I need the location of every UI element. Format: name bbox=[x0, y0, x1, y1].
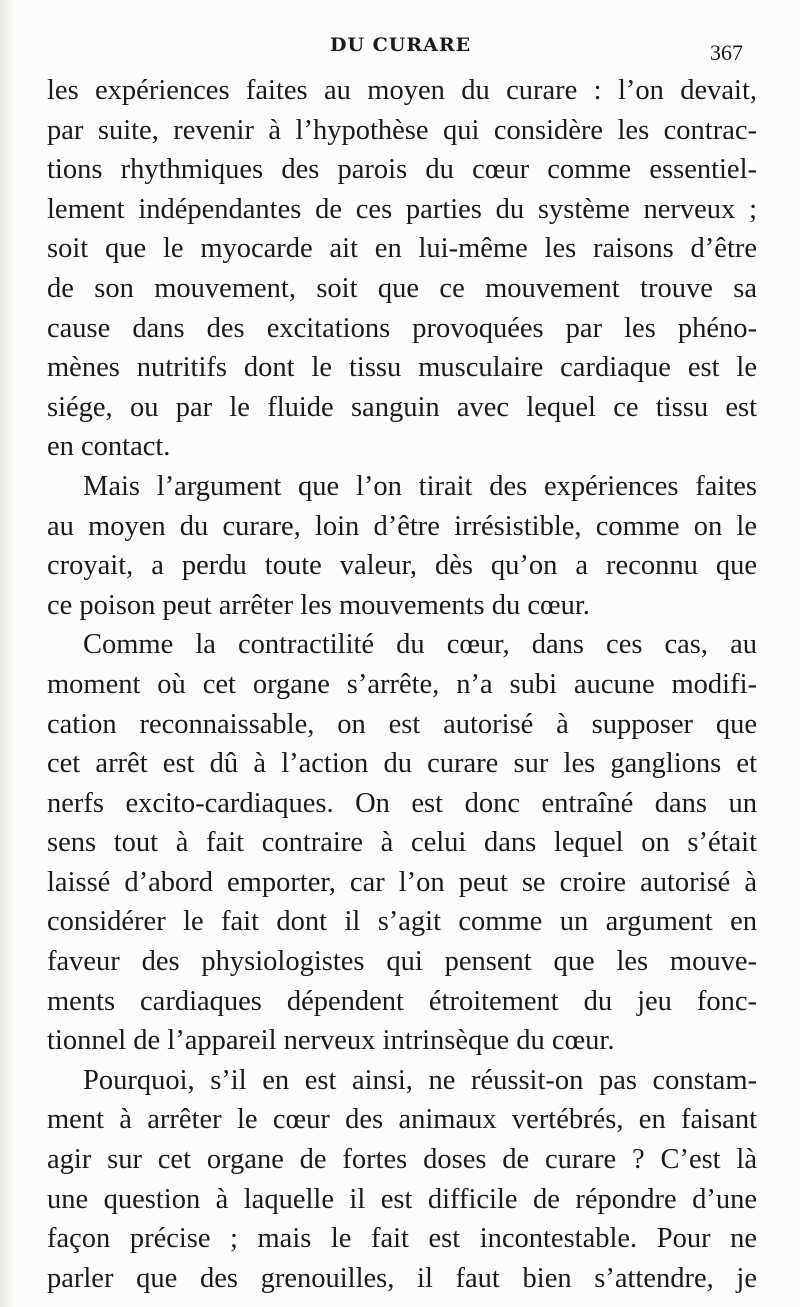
text-line: parler que des grenouilles, il faut bien s’attendre, je bbox=[47, 1262, 757, 1294]
paragraph bbox=[47, 1061, 757, 1299]
text-line: faveur des physiologistes qui pensent que les mouve- bbox=[47, 946, 757, 978]
text-line: au moyen du curare, loin d’être irrésistible, comme on le bbox=[47, 510, 757, 542]
text-line: façon précise ; mais le fait est incontestable. Pour ne bbox=[47, 1223, 757, 1255]
text-line: nerfs excito-cardiaques. On est donc entraîné dans un bbox=[47, 787, 757, 819]
text-line: siége, ou par le fluide sanguin avec lequel ce tissu est bbox=[47, 391, 757, 423]
text-line: mènes nutritifs dont le tissu musculaire cardiaque est le bbox=[47, 352, 757, 384]
text-line: tions rhythmiques des parois du cœur comme essentiel- bbox=[47, 154, 757, 186]
text-line: Pourquoi, s’il en est ainsi, ne réussit-on pas constam- bbox=[83, 1064, 757, 1096]
text-line: en contact. bbox=[47, 431, 171, 463]
text-line: les expériences faites au moyen du curare : l’on devait, bbox=[47, 75, 757, 106]
text-line: croyait, a perdu toute valeur, dès qu’on a reconnu que bbox=[47, 550, 757, 582]
text-line: considérer le fait dont il s’agit comme un argument en bbox=[47, 906, 757, 938]
text-line: Comme la contractilité du cœur, dans ces cas, au bbox=[83, 629, 757, 661]
text-line: laissé d’abord emporter, car l’on peut se croire autorisé à bbox=[47, 866, 757, 898]
text-line: soit que le myocarde ait en lui-même les raisons d’être bbox=[47, 233, 757, 265]
text-line: ment à arrêter le cœur des animaux vertébrés, en faisant bbox=[47, 1104, 757, 1136]
body-text bbox=[47, 71, 757, 1298]
text-line: moment où cet organe s’arrête, n’a subi aucune modifi- bbox=[47, 668, 757, 700]
page-number: 367 bbox=[710, 40, 743, 65]
text-line: Mais l’argument que l’on tirait des expériences faites bbox=[83, 470, 757, 502]
text-line: ce poison peut arrêter les mouvements du cœur. bbox=[47, 589, 590, 621]
running-title: DU CURARE bbox=[330, 34, 472, 56]
text-line: tionnel de l’appareil nerveux intrinsèque du cœur. bbox=[47, 1025, 615, 1057]
text-line: par suite, revenir à l’hypothèse qui considère les contrac- bbox=[47, 114, 757, 146]
paragraph bbox=[47, 71, 757, 467]
text-line: agir sur cet organe de fortes doses de curare ? C’est là bbox=[47, 1144, 757, 1176]
text-line: sens tout à fait contraire à celui dans lequel on s’était bbox=[47, 827, 757, 859]
text-line: cet arrêt est dû à l’action du curare sur les ganglions et bbox=[47, 748, 757, 780]
text-line: ments cardiaques dépendent étroitement du jeu fonc- bbox=[47, 985, 757, 1017]
text-line: cause dans des excitations provoquées par les phéno- bbox=[47, 312, 757, 344]
text-line: lement indépendantes de ces parties du système nerveux ; bbox=[47, 193, 757, 225]
text-line: cation reconnaissable, on est autorisé à supposer que bbox=[47, 708, 757, 740]
text-line: de son mouvement, soit que ce mouvement trouve sa bbox=[47, 272, 757, 304]
paragraph bbox=[47, 467, 757, 625]
text-line: une question à laquelle il est difficile de répondre d’une bbox=[47, 1183, 757, 1215]
paragraph bbox=[47, 625, 757, 1061]
